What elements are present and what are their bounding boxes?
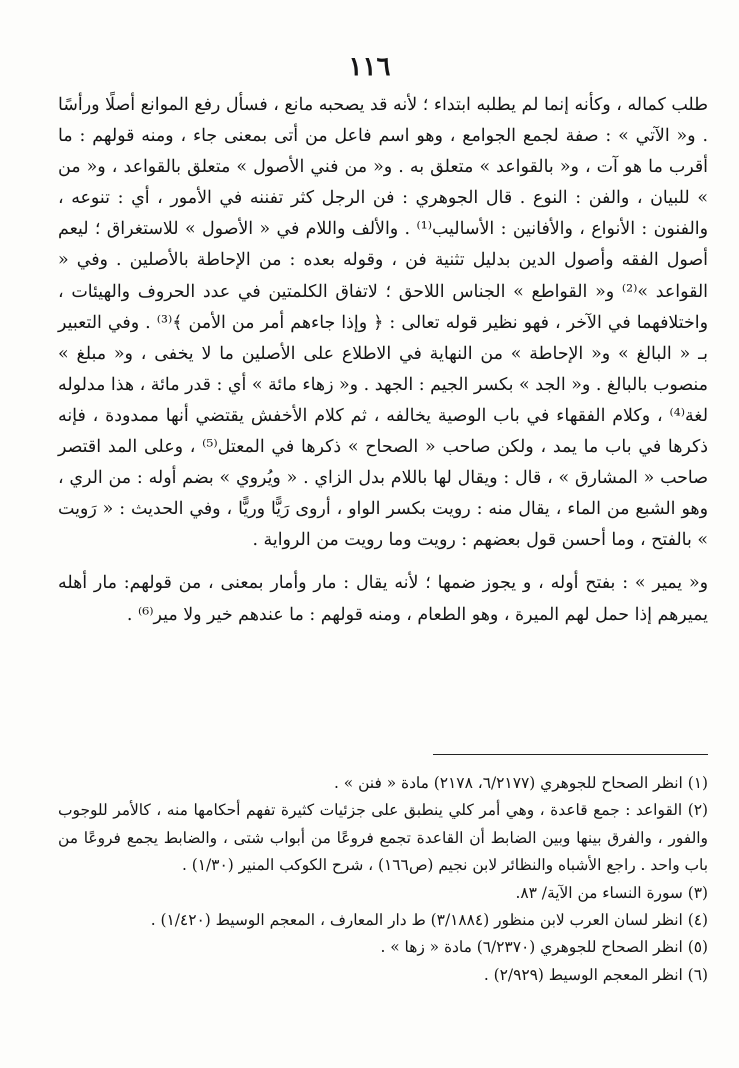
footnotes — [58, 770, 708, 989]
footnote-divider — [433, 754, 708, 755]
footnote: (٥) انظر الصحاح للجوهري (٦/٢٣٧٠) مادة « زها » . — [380, 938, 708, 957]
paragraph: و« يمير » : بفتح أوله ، و يجوز ضمها ؛ لأنه يقال : مار وأمار بمعنى ، من قولهم: مار أهله يميرهم إذا حمل لهم الميرة ، وهو الطعام ، ومنه قولهم : ما عندهم خير ولا مير⁽⁶⁾ . — [58, 573, 708, 625]
main-text — [58, 90, 708, 631]
footnote: (٣) سورة النساء من الآية/ ٨٣. — [515, 883, 708, 902]
footnote: (٦) انظر المعجم الوسيط (٢/٩٢٩) . — [483, 965, 708, 984]
paragraph: طلب كماله ، وكأنه إنما لم يطلبه ابتداء ؛ لأنه قد يصحبه مانع ، فسأل رفع الموانع أصلًا ورأسًا . و« الآتي » : صفة لجمع الجوامع ، وهو اسم فاعل من أتى بمعنى جاء ، ومنه قولهم : ما أقرب ما هو آت ، و« بالقواعد » متعلق به . و« من فني الأصول » متعلق بالقواعد ، و« من » للبيان ، والفن : النوع . قال الجوهري : فن الرجل كثر تفننه في الأمور ، أي : تنوعه ، والفنون : الأنواع ، والأفانين : الأساليب⁽¹⁾ . والألف واللام في « الأصول » للاستغراق ؛ ليعم أصول الفقه وأصول الدين بدليل تثنية فن ، وقوله بعده : من الإحاطة بالأصلين . وفي « القواعد »⁽²⁾ و« القواطع » الجناس اللاحق ؛ لاتفاق الكلمتين في عدد الحروف والهيئات ، واختلافهما في الآخر ، فهو نظير قوله تعالى : ﴿ وإذا جاءهم أمر من الأمن ﴾⁽³⁾ . وفي التعبير بـ « البالغ » و« الإحاطة » من النهاية في الاطلاع على الأصلين ما لا يخفى ، و« مبلغ » منصوب بالبالغ . و« الجد » بكسر الجيم : الجهد . و« زهاء مائة » أي : قدر مائة ، هذا مدلوله لغة⁽⁴⁾ ، وكلام الفقهاء في باب الوصية يخالفه ، ثم كلام الأخفش يقتضي أنها ممدودة ، فإنه ذكرها في باب ما يمد ، ولكن صاحب « الصحاح » ذكرها في المعتل⁽⁵⁾ ، وعلى المد اقتصر صاحب « المشارق » ، قال : ويقال لها باللام بدل الزاي . « ويُروي » بضم أوله : من الري ، وهو الشبع من الماء ، يقال منه : رويت بكسر الواو ، أروى رَيًّا وريًّا ، وفي الحديث : « رَويت » بالفتح ، وما أحسن قول بعضهم : رويت وما رويت من الرواية . — [58, 95, 709, 551]
footnote: (٢) القواعد : جمع قاعدة ، وهي أمر كلي ينطبق على جزئيات كثيرة تفهم أحكامها منه ، كالأمر للوجوب والفور ، والفرق بينها وبين الضابط أن القاعدة تجمع فروعًا من أبواب شتى ، والضابط يجمع فروعًا من باب واحد . راجع الأشباه والنظائر لابن نجيم (ص١٦٦) ، شرح الكوكب المنير (١/٣٠) . — [58, 801, 708, 875]
footnote: (٤) انظر لسان العرب لابن منظور (٣/١٨٨٤) ط دار المعارف ، المعجم الوسيط (١/٤٢٠) . — [150, 911, 708, 930]
footnote: (١) انظر الصحاح للجوهري (٦/٢١٧٧، ٢١٧٨) مادة « فنن » . — [334, 774, 708, 792]
page-number: ١١٦ — [348, 52, 391, 82]
